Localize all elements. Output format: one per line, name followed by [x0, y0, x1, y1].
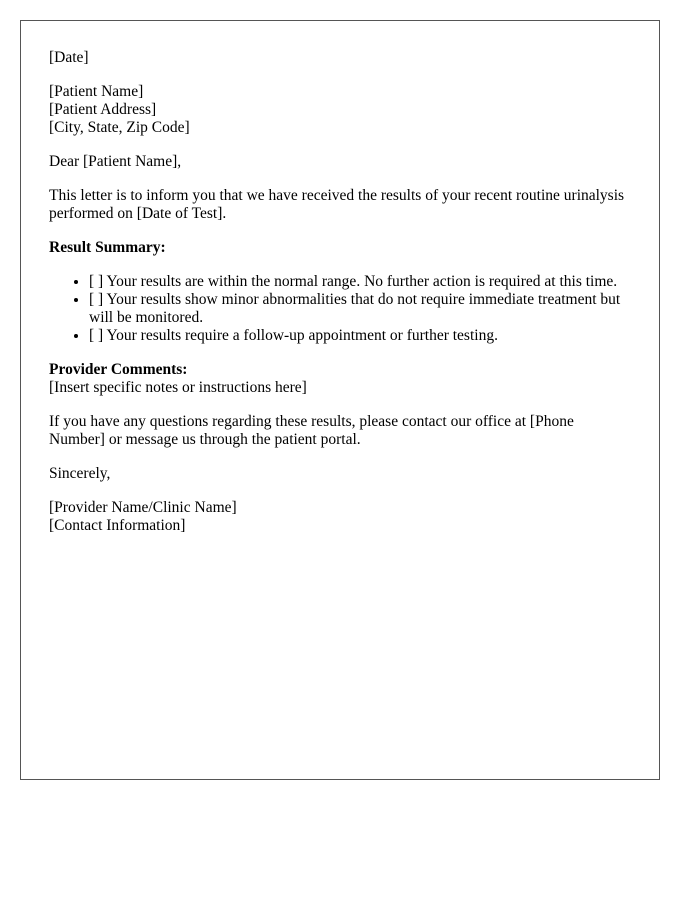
closing: Sincerely, [49, 465, 111, 482]
letter-date: [Date] [49, 49, 89, 66]
result-option-normal: • [ ] Your results are within the normal range. No further action is required at this time. [89, 273, 629, 291]
signature-block [49, 499, 629, 535]
result-summary-heading: Result Summary: [49, 239, 166, 256]
salutation: Dear [Patient Name], [49, 153, 182, 170]
intro-paragraph: This letter is to inform you that we have received the results of your recent routine urinalysis performed on [Date of Test]. [49, 187, 625, 222]
result-summary-list [49, 273, 629, 345]
recipient-name: [Patient Name] [49, 83, 144, 100]
provider-comments-heading: Provider Comments: [49, 361, 188, 378]
recipient-address [49, 83, 629, 137]
signature-name: [Provider Name/Clinic Name] [49, 499, 237, 516]
letter-content [49, 49, 629, 551]
recipient-street: [Patient Address] [49, 101, 157, 118]
result-option-minor-abnormalities: • [ ] Your results show minor abnormalities that do not require immediate treatment but will be monitored. [89, 291, 629, 327]
letter-page [20, 20, 660, 780]
recipient-city: [City, State, Zip Code] [49, 119, 190, 136]
provider-comments [49, 361, 629, 397]
contact-paragraph: If you have any questions regarding these results, please contact our office at [Phone Number] or message us through the patient portal. [49, 413, 574, 448]
result-option-follow-up: • [ ] Your results require a follow-up appointment or further testing. [89, 327, 629, 345]
signature-contact: [Contact Information] [49, 517, 186, 534]
provider-comments-text: [Insert specific notes or instructions here] [49, 379, 307, 396]
